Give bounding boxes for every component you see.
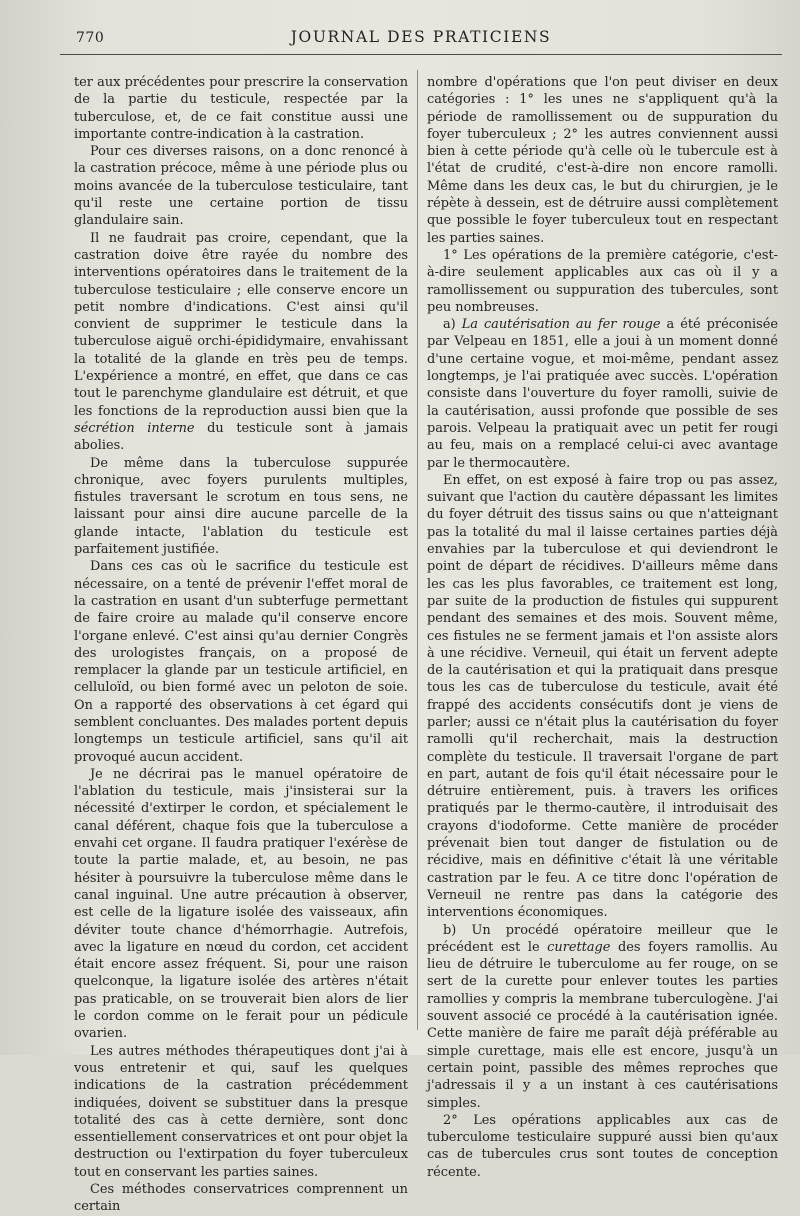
paragraph-l8 (74, 1181, 408, 1216)
paragraph-l1 (74, 74, 408, 143)
paragraph-l6 (74, 766, 408, 1043)
paragraph-text: 1° Les opérations de la première catégorie, c'est-à-dire seulement applicables aux cas où il y a ramollissement ou suppuration des tubercules, sont peu nombreuses. (427, 247, 778, 315)
paragraph-text: Dans ces cas où le sacrifice du testicule est nécessaire, on a tenté de prévenir l'effet moral de la castration en usant d'un subterfuge permettant de faire croire au malade qu'il conserve encore l'organe enlevé. C'est ainsi qu'au dernier Congrès des urologistes français, on a proposé de remplacer la glande par un testicule artificiel, en celluloïd, ou bien formé avec un peloton de soie. On a rapporté des observations à cet égard qui semblent concluantes. Des malades portent depuis longtemps un testicule artificiel, sans qu'il ait provoqué aucun accident. (74, 559, 408, 765)
paragraph-text: a) (443, 317, 462, 333)
header-rule (60, 54, 782, 55)
paragraph-text: Je ne décrirai pas le manuel opératoire de l'ablation du testicule, mais j'insisterai sur la nécessité d'extirper le cordon, et spécialement le canal déférent, chaque fois que la tuberculose a envahi cet organe. Il faudra pratiquer l'exérèse de toute la partie malade, et, au besoin, ne pas hésiter à poursuivre la tuberculose même dans le canal inguinal. Une autre précaution à observer, est celle de la ligature isolée des vaisseaux, afin déviter toute chance d'hémorrhagie. Autrefois, avec la ligature en nœud du cordon, cet accident était encore assez fréquent. Si, pour une raison quelconque, la ligature isolée des artères n'était pas praticable, on se trouverait bien alors de lier le cordon comme on le ferait pour un pédicule ovarien. (74, 766, 408, 1042)
paragraph-text: Ces méthodes conservatrices comprennent un certain (74, 1182, 408, 1215)
paragraph-text: Les autres méthodes thérapeutiques dont j'ai à vous entretenir et qui, sauf les quelques indications de la castration précédemment indiquées, doivent se substituer dans la presque totalité des cas à cette dernière, sont donc essentiellement conservatrices et ont pour objet la destruction ou l'extirpation du foyer tuberculeux tout en conservant les parties saines. (74, 1043, 408, 1180)
paragraph-text: De même dans la tuberculose suppurée chronique, avec foyers purulents multiples, fistules traversant le scrotum en tous sens, ne laissant pour ainsi dire aucune parcelle de la glande intacte, l'ablation du testicule est parfaitement justifiée. (74, 455, 408, 558)
paragraph-r4 (427, 472, 778, 922)
paragraph-text: des foyers ramollis. Au lieu de détruire le tuberculome au fer rouge, on se sert de la curette pour enlever toutes les parties ramollies y compris la membrane tuberculogène. J'ai souvent associé ce procédé à la cautérisation ignée. Cette manière de faire me paraît déjà préférable au simple curettage, mais elle est encore, jusqu'à un certain point, passible des mêmes reproches que j'adressais il y a un instant à ces cautérisations simples. (427, 939, 778, 1111)
italic-term: sécrétion interne (74, 420, 195, 436)
right-column (427, 74, 778, 1181)
paragraph-r6 (427, 1112, 778, 1181)
paragraph-text: Il ne faudrait pas croire, cependant, que la castration doive être rayée du nombre des interventions opératoires dans le traitement de la tuberculose testiculaire ; elle conserve encore un petit nombre d'indications. C'est ainsi qu'il convient de supprimer le testicule dans la tuberculose aiguë orchi-épididymaire, envahissant la totalité de la glande en très peu de temps. L'expérience a montré, en effet, que dans ce cas tout le parenchyme glandulaire est détruit, et que les fonctions de la reproduction aussi bien que la (74, 230, 408, 419)
paragraph-l7 (74, 1043, 408, 1181)
paragraph-l2 (74, 143, 408, 229)
paragraph-l3 (74, 230, 408, 455)
paragraph-text: du testicule sont à jamais abolies. (74, 420, 409, 454)
paragraph-r3 (427, 316, 778, 472)
paragraph-r2 (427, 247, 778, 316)
italic-term: La cautérisation au fer rouge (461, 317, 661, 333)
journal-title: JOURNAL DES PRATICIENS (290, 28, 552, 46)
page-number: 770 (76, 30, 105, 46)
paragraph-r5 (427, 922, 778, 1112)
column-divider (417, 70, 418, 1030)
page-header (60, 26, 782, 52)
paragraph-text: En effet, on est exposé à faire trop ou pas assez, suivant que l'action du cautère dépassant les limites du foyer détruit des tissus sains ou que n'atteignant pas la totalité du mal il laisse certaines parties déjà envahies par la tuberculose et qui deviendront le point de départ de récidives. D'ailleurs même dans les cas les plus favorables, ce traitement est long, par suite de la production de fistules qui suppurent pendant des semaines et des mois. Souvent même, ces fistules ne se ferment jamais et l'on assiste alors à une récidive. Verneuil, qui était un fervent adepte de la cautérisation et qui la pratiquait dans presque tous les cas de tuberculose du testicule, avait été frappé des accidents consécutifs dont je viens de parler; aussi ce n'était plus la cautérisation du foyer ramolli qu'il recherchait, mais la destruction complète du testicule. Il traversait l'organe de part en part, autant de fois qu'il était nécessaire pour le détruire entièrement, puis. à travers les orifices pratiqués par le thermo-cautère, il introduisait des crayons d'iodoforme. Cette manière de procéder prévenait bien tout danger de fistulation ou de récidive, mais en définitive c'était là une véritable castration par le feu. A ce titre donc l'opération de Verneuil ne rentre pas dans la catégorie des interventions économiques. (427, 472, 778, 921)
paragraph-text: b) Un procédé opératoire meilleur que le précédent est le (427, 922, 778, 955)
paragraph-l4 (74, 455, 408, 559)
paragraph-l5 (74, 558, 408, 766)
paragraph-text: 2° Les opérations applicables aux cas de tuberculome testiculaire suppuré aussi bien qu'aux cas de tubercules crus sont toutes de conception récente. (427, 1112, 778, 1180)
paragraph-text: a été préconisée par Velpeau en 1851, elle a joui à un moment donné d'une certaine vogue, et moi-même, pendant assez longtemps, je l'ai pratiquée avec succès. L'opération consiste dans l'ouverture du foyer ramolli, suivie de la cautérisation, aussi profonde que possible de ses parois. Velpeau la pratiquait avec un petit fer rougi au feu, mais on a remplacé celui-ci avec avantage par le thermocautère. (427, 317, 778, 471)
italic-term: curettage (547, 939, 611, 955)
paragraph-text: Pour ces diverses raisons, on a donc renoncé à la castration précoce, même à une période plus ou moins avancée de la tuberculose testiculaire, tant qu'il reste une certaine portion de tissu glandulaire sain. (74, 144, 408, 229)
paragraph-text: nombre d'opérations que l'on peut diviser en deux catégories : 1° les unes ne s'appliquent qu'à la période de ramollissement ou de suppuration du foyer tuberculeux ; 2° les autres conviennent aussi bien à cette période qu'à celle où le tubercule est à l'état de crudité, c'est-à-dire non encore ramolli. Même dans les deux cas, le but du chirurgien, je le répète à dessein, est de détruire aussi complètement que possible le foyer tuberculeux tout en respectant les parties saines. (427, 75, 778, 246)
paragraph-r1 (427, 74, 778, 247)
left-column (74, 74, 408, 1216)
paragraph-text: ter aux précédentes pour prescrire la conservation de la partie du testicule, respectée par la tuberculose, et, de ce fait constitue aussi une importante contre-indication à la castration. (74, 75, 408, 142)
